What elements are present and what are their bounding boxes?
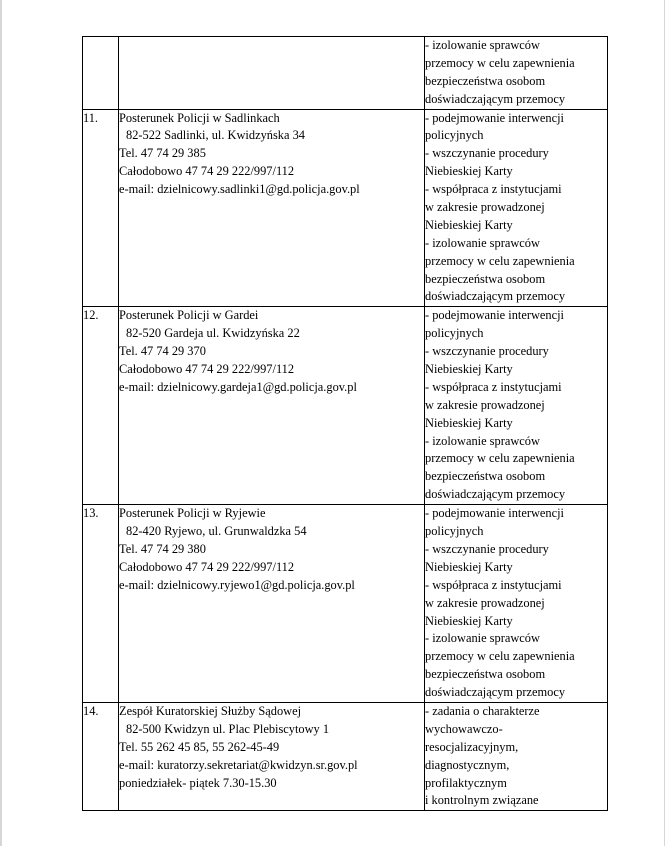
institutions-table xyxy=(82,36,608,811)
institution-email: e-mail: kuratorzy.sekretariat@kwidzyn.sr.gov.pl xyxy=(119,757,358,772)
row-number: 13. xyxy=(83,505,119,703)
task-line: Niebieskiej Karty xyxy=(425,164,513,179)
task-line: policyjnych xyxy=(425,326,484,341)
task-line: - izolowanie sprawców xyxy=(425,433,540,448)
task-line: - podejmowanie interwencji xyxy=(425,506,565,521)
task-line: - współpraca z instytucjami xyxy=(425,182,562,197)
page-edge-left xyxy=(0,0,2,846)
institution-phone: Tel. 47 74 29 370 xyxy=(119,344,206,359)
table-row xyxy=(83,109,608,307)
institution-hours-phone: Całodobowo 47 74 29 222/997/112 xyxy=(119,559,295,574)
task-line: wychowawczo- xyxy=(425,721,503,736)
institution-cell xyxy=(119,702,425,810)
tasks-cell xyxy=(425,37,608,110)
task-line: - współpraca z instytucjami xyxy=(425,379,562,394)
institution-cell xyxy=(119,307,425,505)
institution-name: Zespół Kuratorskiej Służby Sądowej xyxy=(119,703,302,718)
institution-hours: poniedziałek- piątek 7.30-15.30 xyxy=(119,775,277,790)
institution-phone: Tel. 47 74 29 385 xyxy=(119,146,206,161)
task-line: profilaktycznym xyxy=(425,775,507,790)
task-line: - wszczynanie procedury xyxy=(425,541,549,556)
institution-cell xyxy=(119,37,425,110)
institution-address: 82-522 Sadlinki, ul. Kwidzyńska 34 xyxy=(126,128,305,143)
task-line: w zakresie prowadzonej xyxy=(425,595,545,610)
task-line: - wszczynanie procedury xyxy=(425,146,549,161)
task-line: policyjnych xyxy=(425,524,484,539)
tasks-cell xyxy=(425,307,608,505)
institution-email: e-mail: dzielnicowy.sadlinki1@gd.policja.gov.pl xyxy=(119,182,360,197)
tasks-cell xyxy=(425,109,608,307)
table-row-continuation xyxy=(83,37,608,110)
task-line: i kontrolnym związane xyxy=(425,793,539,808)
institution-email: e-mail: dzielnicowy.ryjewo1@gd.policja.gov.pl xyxy=(119,577,355,592)
institution-name: Posterunek Policji w Sadlinkach xyxy=(119,110,280,125)
task-line: w zakresie prowadzonej xyxy=(425,397,545,412)
table-row xyxy=(83,702,608,810)
task-line: przemocy w celu zapewnienia xyxy=(425,55,575,70)
task-line: diagnostycznym, xyxy=(425,757,510,772)
task-line: bezpieczeństwa osobom xyxy=(425,73,546,88)
institution-email: e-mail: dzielnicowy.gardeja1@gd.policja.gov.pl xyxy=(119,379,357,394)
table-row xyxy=(83,307,608,505)
task-line: doświadczającym przemocy xyxy=(425,91,566,106)
page-edge-right xyxy=(664,0,665,846)
institution-name: Posterunek Policji w Ryjewie xyxy=(119,506,266,521)
task-line: Niebieskiej Karty xyxy=(425,217,513,232)
task-line: przemocy w celu zapewnienia xyxy=(425,649,575,664)
task-line: - podejmowanie interwencji xyxy=(425,110,565,125)
institution-name: Posterunek Policji w Gardei xyxy=(119,308,259,323)
table-row xyxy=(83,505,608,703)
task-line: - izolowanie sprawców xyxy=(425,235,540,250)
institution-address: 82-500 Kwidzyn ul. Plac Plebiscytowy 1 xyxy=(126,721,330,736)
task-line: - podejmowanie interwencji xyxy=(425,308,565,323)
institution-phone: Tel. 55 262 45 85, 55 262-45-49 xyxy=(119,739,280,754)
task-line: w zakresie prowadzonej xyxy=(425,200,545,215)
task-line: bezpieczeństwa osobom xyxy=(425,469,546,484)
institution-hours-phone: Całodobowo 47 74 29 222/997/112 xyxy=(119,362,295,377)
task-line: - izolowanie sprawców xyxy=(425,631,540,646)
task-line: Niebieskiej Karty xyxy=(425,362,513,377)
task-line: Niebieskiej Karty xyxy=(425,415,513,430)
task-line: resocjalizacyjnym, xyxy=(425,739,519,754)
task-line: bezpieczeństwa osobom xyxy=(425,271,546,286)
institution-cell xyxy=(119,109,425,307)
task-line: - izolowanie sprawców xyxy=(425,38,540,52)
task-line: przemocy w celu zapewnienia xyxy=(425,451,575,466)
row-number: 12. xyxy=(83,307,119,505)
institution-address: 82-420 Ryjewo, ul. Grunwaldzka 54 xyxy=(126,524,307,539)
row-number: 11. xyxy=(83,109,119,307)
task-line: Niebieskiej Karty xyxy=(425,613,513,628)
task-line: bezpieczeństwa osobom xyxy=(425,667,546,682)
task-line: doświadczającym przemocy xyxy=(425,685,566,700)
task-line: - wszczynanie procedury xyxy=(425,344,549,359)
institution-address: 82-520 Gardeja ul. Kwidzyńska 22 xyxy=(126,326,300,341)
task-line: - współpraca z instytucjami xyxy=(425,577,562,592)
row-number: 14. xyxy=(83,702,119,810)
task-line: - zadania o charakterze xyxy=(425,703,540,718)
task-line: doświadczającym przemocy xyxy=(425,487,566,502)
tasks-cell xyxy=(425,505,608,703)
row-number-cell xyxy=(83,37,119,110)
institution-cell xyxy=(119,505,425,703)
task-line: doświadczającym przemocy xyxy=(425,289,566,304)
institution-phone: Tel. 47 74 29 380 xyxy=(119,541,206,556)
task-line: policyjnych xyxy=(425,128,484,143)
task-line: Niebieskiej Karty xyxy=(425,559,513,574)
task-line: przemocy w celu zapewnienia xyxy=(425,253,575,268)
institution-hours-phone: Całodobowo 47 74 29 222/997/112 xyxy=(119,164,295,179)
tasks-cell xyxy=(425,702,608,810)
